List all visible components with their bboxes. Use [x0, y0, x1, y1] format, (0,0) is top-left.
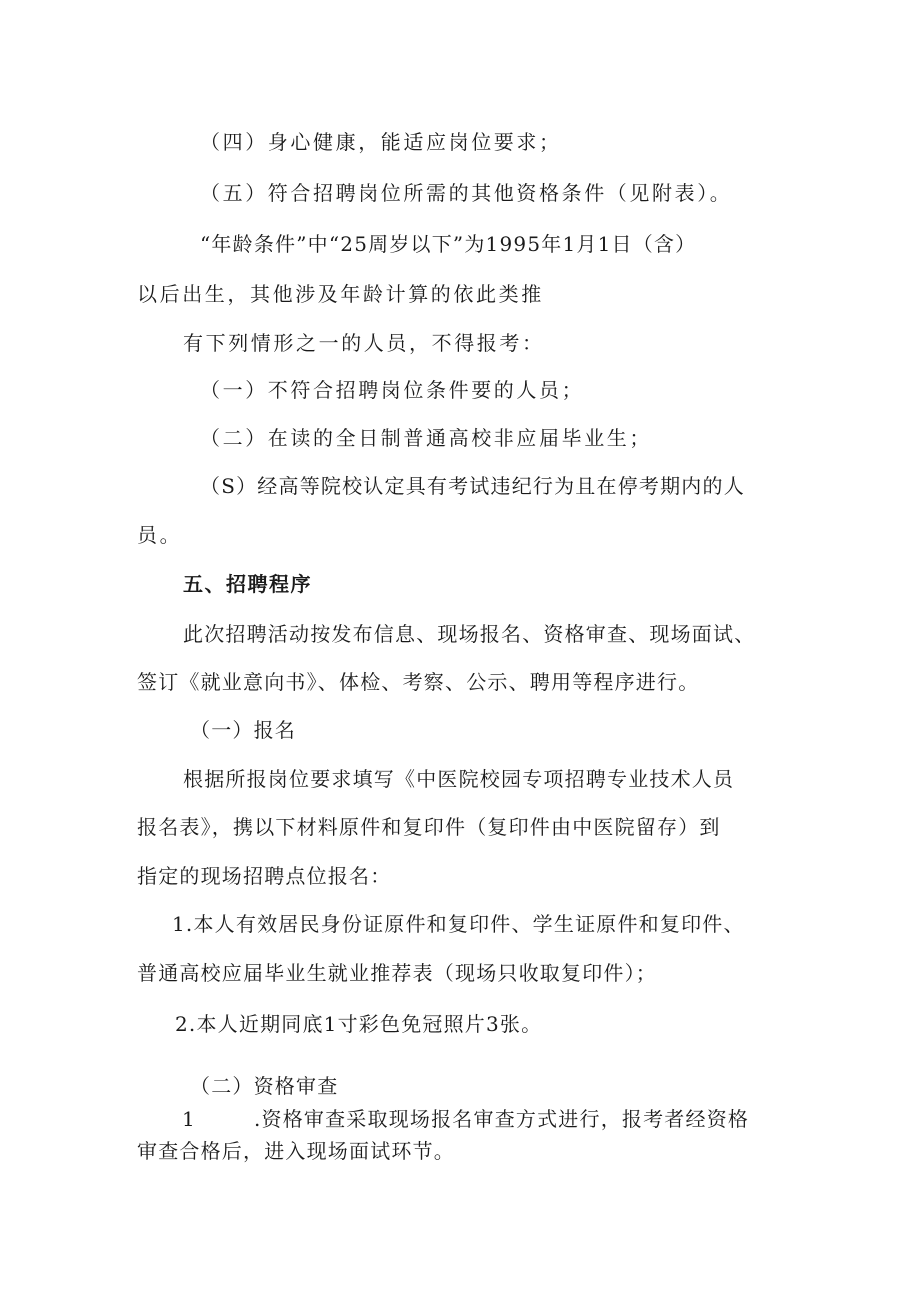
subheading-registration: （一）报名: [190, 718, 296, 742]
item-number: 1: [182, 1107, 196, 1131]
registration-material-1: 1.本人有效居民身份证原件和复印件、学生证原件和复印件、: [172, 912, 745, 936]
registration-material-1-continued: 普通高校应届毕业生就业推荐表（现场只收取复印件）；: [137, 961, 657, 985]
paragraph-registration-line-2: 报名表》，携以下材料原件和复印件（复印件由中医院留存）到: [137, 815, 721, 839]
paragraph-health-requirement: （四）身心健康，能适应岗位要求；: [200, 130, 562, 154]
item-text: .资格审查采取现场报名审查方式进行，报考者经资格: [253, 1107, 750, 1131]
section-heading-recruitment-procedure: 五、招聘程序: [183, 572, 312, 596]
paragraph-other-qualifications: （五）符合招聘岗位所需的其他资格条件（见附表）。: [200, 181, 733, 205]
registration-material-2: 2.本人近期同底1寸彩色免冠照片3张。: [175, 1012, 543, 1036]
paragraph-procedure-continued: 签订《就业意向书》、体检、考察、公示、聘用等程序进行。: [137, 670, 700, 694]
exclusion-item-1: （一）不符合招聘岗位条件要的人员；: [200, 378, 585, 402]
exclusion-item-3: （S）经高等院校认定具有考试违纪行为且在停考期内的人: [200, 474, 745, 498]
paragraph-registration-line-3: 指定的现场招聘点位报名：: [137, 864, 392, 888]
subheading-qualification-review: （二）资格审查: [190, 1074, 339, 1098]
paragraph-exclusion-intro: 有下列情形之一的人员，不得报考：: [183, 331, 545, 355]
exclusion-item-3-continued: 员。: [137, 523, 183, 547]
paragraph-age-condition-continued: 以后出生，其他涉及年龄计算的依此类推: [137, 282, 544, 306]
paragraph-age-condition: “年龄条件”中“25周岁以下”为1995年1月1日（含）: [200, 232, 697, 256]
qualification-review-item-1: [182, 1105, 749, 1133]
exclusion-item-2: （二）在读的全日制普通高校非应届毕业生；: [200, 426, 652, 450]
paragraph-registration: 根据所报岗位要求填写《中医院校园专项招聘专业技术人员: [183, 767, 735, 791]
paragraph-procedure: 此次招聘活动按发布信息、现场报名、资格审查、现场面试、: [183, 622, 756, 646]
qualification-review-item-1-continued: 审查合格后，进入现场面试环节。: [137, 1139, 455, 1163]
